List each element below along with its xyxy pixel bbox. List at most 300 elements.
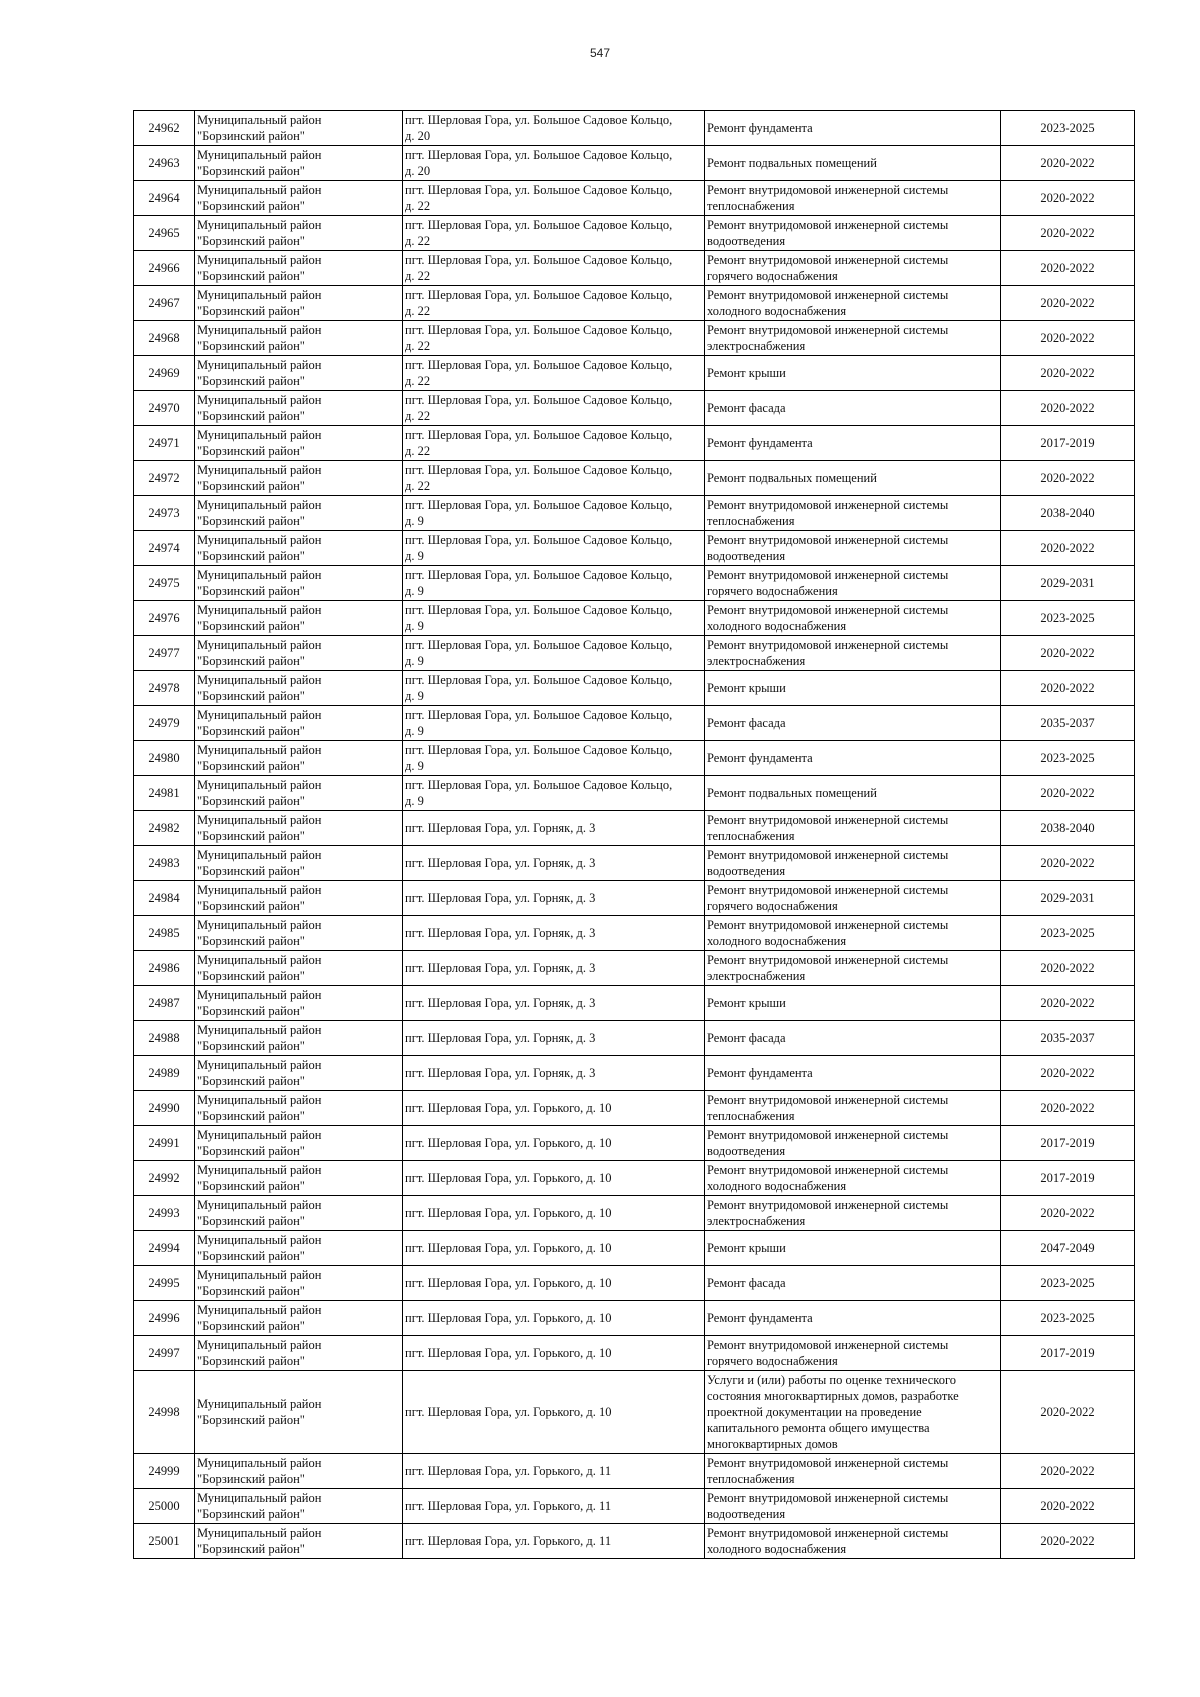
municipality-text: Муниципальный район "Борзинский район" <box>197 1163 322 1193</box>
work-type-cell <box>705 1266 1001 1301</box>
work-type-cell <box>705 1126 1001 1161</box>
work-type-text: Ремонт крыши <box>707 681 786 695</box>
row-number-text: 24964 <box>148 191 180 205</box>
municipality-text: Муниципальный район "Борзинский район" <box>197 1058 322 1088</box>
work-type-text: Ремонт фасада <box>707 716 786 730</box>
period-text: 2029-2031 <box>1040 576 1095 590</box>
row-number-cell <box>134 216 195 251</box>
municipality-cell <box>195 461 403 496</box>
table-row <box>134 1091 1135 1126</box>
address-cell <box>403 1489 705 1524</box>
work-type-text: Ремонт внутридомовой инженерной системы теплоснабжения <box>707 813 949 843</box>
table-row <box>134 881 1135 916</box>
municipality-cell <box>195 1021 403 1056</box>
work-type-cell <box>705 566 1001 601</box>
work-type-cell <box>705 636 1001 671</box>
row-number-cell <box>134 706 195 741</box>
period-text: 2020-2022 <box>1040 856 1095 870</box>
address-text: пгт. Шерловая Гора, ул. Большое Садовое Кольцо, д. 22 <box>405 253 673 283</box>
table-row <box>134 671 1135 706</box>
table-row <box>134 1489 1135 1524</box>
period-text: 2020-2022 <box>1040 226 1095 240</box>
work-type-cell <box>705 1021 1001 1056</box>
table-row <box>134 811 1135 846</box>
row-number-cell <box>134 846 195 881</box>
row-number-text: 24981 <box>148 786 180 800</box>
period-text: 2020-2022 <box>1040 541 1095 555</box>
municipality-cell <box>195 181 403 216</box>
address-cell <box>403 601 705 636</box>
work-type-text: Ремонт фундамента <box>707 121 813 135</box>
address-cell <box>403 426 705 461</box>
municipality-cell <box>195 776 403 811</box>
period-cell <box>1001 216 1135 251</box>
table-row <box>134 1056 1135 1091</box>
period-text: 2023-2025 <box>1040 121 1095 135</box>
work-type-cell <box>705 286 1001 321</box>
address-cell <box>403 986 705 1021</box>
address-cell <box>403 1056 705 1091</box>
municipality-text: Муниципальный район "Борзинский район" <box>197 428 322 458</box>
period-cell <box>1001 146 1135 181</box>
municipality-cell <box>195 601 403 636</box>
period-text: 2020-2022 <box>1040 296 1095 310</box>
municipality-cell <box>195 706 403 741</box>
row-number-text: 24978 <box>148 681 180 695</box>
address-text: пгт. Шерловая Гора, ул. Большое Садовое Кольцо, д. 22 <box>405 463 673 493</box>
period-text: 2020-2022 <box>1040 786 1095 800</box>
row-number-cell <box>134 566 195 601</box>
municipality-cell <box>195 1161 403 1196</box>
municipality-cell <box>195 1524 403 1559</box>
work-type-cell <box>705 1231 1001 1266</box>
address-cell <box>403 566 705 601</box>
table-row <box>134 846 1135 881</box>
address-cell <box>403 1266 705 1301</box>
work-type-text: Ремонт фундамента <box>707 436 813 450</box>
table-row <box>134 916 1135 951</box>
municipality-cell <box>195 146 403 181</box>
row-number-cell <box>134 916 195 951</box>
municipality-cell <box>195 1091 403 1126</box>
municipality-text: Муниципальный район "Борзинский район" <box>197 1233 322 1263</box>
period-cell <box>1001 1454 1135 1489</box>
municipality-cell <box>195 1126 403 1161</box>
table-body <box>134 111 1135 1559</box>
municipality-cell <box>195 216 403 251</box>
row-number-text: 24972 <box>148 471 180 485</box>
municipality-text: Муниципальный район "Борзинский район" <box>197 988 322 1018</box>
period-text: 2020-2022 <box>1040 1405 1095 1419</box>
address-cell <box>403 181 705 216</box>
municipality-cell <box>195 356 403 391</box>
period-text: 2017-2019 <box>1040 1136 1095 1150</box>
row-number-cell <box>134 671 195 706</box>
address-text: пгт. Шерловая Гора, ул. Горького, д. 11 <box>405 1534 612 1548</box>
row-number-text: 24992 <box>148 1171 180 1185</box>
row-number-text: 24962 <box>148 121 180 135</box>
work-type-cell <box>705 426 1001 461</box>
row-number-cell <box>134 1021 195 1056</box>
work-type-cell <box>705 1196 1001 1231</box>
municipality-text: Муниципальный район "Борзинский район" <box>197 1456 322 1486</box>
work-type-cell <box>705 811 1001 846</box>
row-number-text: 24997 <box>148 1346 180 1360</box>
period-cell <box>1001 1126 1135 1161</box>
municipality-text: Муниципальный район "Борзинский район" <box>197 148 322 178</box>
row-number-cell <box>134 741 195 776</box>
table-row <box>134 986 1135 1021</box>
work-type-cell <box>705 916 1001 951</box>
work-type-text: Ремонт внутридомовой инженерной системы теплоснабжения <box>707 1456 949 1486</box>
row-number-cell <box>134 461 195 496</box>
period-text: 2023-2025 <box>1040 611 1095 625</box>
row-number-cell <box>134 1161 195 1196</box>
municipality-text: Муниципальный район "Борзинский район" <box>197 288 322 318</box>
address-text: пгт. Шерловая Гора, ул. Большое Садовое Кольцо, д. 9 <box>405 638 673 668</box>
municipality-text: Муниципальный район "Борзинский район" <box>197 358 322 388</box>
municipality-cell <box>195 496 403 531</box>
table-row <box>134 111 1135 146</box>
work-type-text: Ремонт внутридомовой инженерной системы холодного водоснабжения <box>707 1526 949 1556</box>
period-cell <box>1001 251 1135 286</box>
row-number-cell <box>134 356 195 391</box>
period-cell <box>1001 1056 1135 1091</box>
row-number-text: 24995 <box>148 1276 180 1290</box>
municipality-text: Муниципальный район "Борзинский район" <box>197 1198 322 1228</box>
address-cell <box>403 636 705 671</box>
work-type-text: Ремонт внутридомовой инженерной системы водоотведения <box>707 848 949 878</box>
row-number-text: 24982 <box>148 821 180 835</box>
period-text: 2020-2022 <box>1040 1534 1095 1548</box>
table-row <box>134 1161 1135 1196</box>
work-type-cell <box>705 111 1001 146</box>
work-type-text: Ремонт крыши <box>707 996 786 1010</box>
municipality-text: Муниципальный район "Борзинский район" <box>197 183 322 213</box>
row-number-cell <box>134 286 195 321</box>
period-cell <box>1001 1524 1135 1559</box>
address-cell <box>403 1126 705 1161</box>
work-type-text: Ремонт фасада <box>707 1031 786 1045</box>
address-text: пгт. Шерловая Гора, ул. Большое Садовое Кольцо, д. 20 <box>405 148 673 178</box>
period-text: 2020-2022 <box>1040 366 1095 380</box>
municipality-text: Муниципальный район "Борзинский район" <box>197 1093 322 1123</box>
table-row <box>134 1454 1135 1489</box>
address-text: пгт. Шерловая Гора, ул. Большое Садовое Кольцо, д. 9 <box>405 533 673 563</box>
work-type-text: Ремонт фундамента <box>707 1311 813 1325</box>
row-number-text: 24974 <box>148 541 180 555</box>
work-type-cell <box>705 776 1001 811</box>
row-number-cell <box>134 1231 195 1266</box>
municipality-text: Муниципальный район "Борзинский район" <box>197 498 322 528</box>
work-type-cell <box>705 1371 1001 1454</box>
work-type-cell <box>705 741 1001 776</box>
table-row <box>134 216 1135 251</box>
period-cell <box>1001 1371 1135 1454</box>
address-text: пгт. Шерловая Гора, ул. Большое Садовое Кольцо, д. 9 <box>405 708 673 738</box>
municipality-cell <box>195 916 403 951</box>
period-cell <box>1001 706 1135 741</box>
municipality-cell <box>195 1301 403 1336</box>
row-number-cell <box>134 601 195 636</box>
work-type-text: Ремонт внутридомовой инженерной системы водоотведения <box>707 218 949 248</box>
address-cell <box>403 391 705 426</box>
address-text: пгт. Шерловая Гора, ул. Большое Садовое Кольцо, д. 9 <box>405 743 673 773</box>
period-cell <box>1001 671 1135 706</box>
municipality-text: Муниципальный район "Борзинский район" <box>197 218 322 248</box>
period-cell <box>1001 1336 1135 1371</box>
address-text: пгт. Шерловая Гора, ул. Горького, д. 10 <box>405 1346 612 1360</box>
work-type-cell <box>705 986 1001 1021</box>
work-type-cell <box>705 216 1001 251</box>
row-number-cell <box>134 881 195 916</box>
period-cell <box>1001 601 1135 636</box>
row-number-text: 24990 <box>148 1101 180 1115</box>
work-type-cell <box>705 531 1001 566</box>
work-type-text: Ремонт внутридомовой инженерной системы теплоснабжения <box>707 183 949 213</box>
period-text: 2020-2022 <box>1040 1499 1095 1513</box>
address-cell <box>403 741 705 776</box>
row-number-text: 24977 <box>148 646 180 660</box>
work-type-cell <box>705 706 1001 741</box>
municipality-cell <box>195 1196 403 1231</box>
row-number-cell <box>134 636 195 671</box>
row-number-text: 24999 <box>148 1464 180 1478</box>
work-type-text: Ремонт внутридомовой инженерной системы горячего водоснабжения <box>707 883 949 913</box>
period-cell <box>1001 811 1135 846</box>
row-number-text: 24993 <box>148 1206 180 1220</box>
table-row <box>134 321 1135 356</box>
work-type-cell <box>705 146 1001 181</box>
address-text: пгт. Шерловая Гора, ул. Горького, д. 10 <box>405 1311 612 1325</box>
address-cell <box>403 811 705 846</box>
row-number-text: 24968 <box>148 331 180 345</box>
period-text: 2017-2019 <box>1040 436 1095 450</box>
row-number-cell <box>134 111 195 146</box>
table-row <box>134 636 1135 671</box>
work-type-text: Ремонт подвальных помещений <box>707 156 877 170</box>
table-row <box>134 1021 1135 1056</box>
work-type-cell <box>705 671 1001 706</box>
row-number-cell <box>134 811 195 846</box>
municipality-cell <box>195 391 403 426</box>
table-row <box>134 531 1135 566</box>
address-text: пгт. Шерловая Гора, ул. Большое Садовое Кольцо, д. 22 <box>405 393 673 423</box>
work-type-text: Ремонт внутридомовой инженерной системы холодного водоснабжения <box>707 918 949 948</box>
municipality-cell <box>195 1231 403 1266</box>
table-row <box>134 391 1135 426</box>
period-text: 2020-2022 <box>1040 1464 1095 1478</box>
address-text: пгт. Шерловая Гора, ул. Большое Садовое Кольцо, д. 9 <box>405 568 673 598</box>
period-cell <box>1001 426 1135 461</box>
period-cell <box>1001 1091 1135 1126</box>
period-cell <box>1001 846 1135 881</box>
repair-schedule-table <box>133 110 1135 1559</box>
address-text: пгт. Шерловая Гора, ул. Большое Садовое Кольцо, д. 22 <box>405 218 673 248</box>
work-type-cell <box>705 1091 1001 1126</box>
period-cell <box>1001 111 1135 146</box>
row-number-text: 24987 <box>148 996 180 1010</box>
work-type-cell <box>705 951 1001 986</box>
municipality-text: Муниципальный район "Борзинский район" <box>197 533 322 563</box>
municipality-cell <box>195 986 403 1021</box>
work-type-text: Ремонт внутридомовой инженерной системы теплоснабжения <box>707 1093 949 1123</box>
row-number-cell <box>134 426 195 461</box>
row-number-cell <box>134 496 195 531</box>
municipality-cell <box>195 251 403 286</box>
work-type-text: Ремонт крыши <box>707 366 786 380</box>
table-row <box>134 181 1135 216</box>
row-number-text: 24975 <box>148 576 180 590</box>
work-type-text: Ремонт внутридомовой инженерной системы теплоснабжения <box>707 498 949 528</box>
row-number-cell <box>134 1524 195 1559</box>
period-text: 2017-2019 <box>1040 1171 1095 1185</box>
row-number-cell <box>134 146 195 181</box>
row-number-cell <box>134 531 195 566</box>
row-number-cell <box>134 1371 195 1454</box>
row-number-cell <box>134 951 195 986</box>
address-text: пгт. Шерловая Гора, ул. Горняк, д. 3 <box>405 856 596 870</box>
row-number-text: 24969 <box>148 366 180 380</box>
address-text: пгт. Шерловая Гора, ул. Горняк, д. 3 <box>405 821 596 835</box>
period-cell <box>1001 1231 1135 1266</box>
address-text: пгт. Шерловая Гора, ул. Большое Садовое Кольцо, д. 9 <box>405 498 673 528</box>
work-type-text: Ремонт фасада <box>707 1276 786 1290</box>
work-type-text: Ремонт фундамента <box>707 751 813 765</box>
period-text: 2020-2022 <box>1040 1066 1095 1080</box>
row-number-cell <box>134 986 195 1021</box>
table-row <box>134 566 1135 601</box>
work-type-text: Ремонт внутридомовой инженерной системы электроснабжения <box>707 1198 949 1228</box>
address-text: пгт. Шерловая Гора, ул. Большое Садовое Кольцо, д. 22 <box>405 323 673 353</box>
address-text: пгт. Шерловая Гора, ул. Горняк, д. 3 <box>405 891 596 905</box>
period-cell <box>1001 1161 1135 1196</box>
table-row <box>134 286 1135 321</box>
period-cell <box>1001 356 1135 391</box>
table-row <box>134 251 1135 286</box>
period-cell <box>1001 776 1135 811</box>
municipality-cell <box>195 811 403 846</box>
municipality-text: Муниципальный район "Борзинский район" <box>197 603 322 633</box>
row-number-cell <box>134 1489 195 1524</box>
address-cell <box>403 461 705 496</box>
municipality-text: Муниципальный район "Борзинский район" <box>197 848 322 878</box>
address-text: пгт. Шерловая Гора, ул. Горького, д. 10 <box>405 1171 612 1185</box>
municipality-text: Муниципальный район "Борзинский район" <box>197 113 322 143</box>
municipality-cell <box>195 1056 403 1091</box>
table-row <box>134 1301 1135 1336</box>
table-row <box>134 1336 1135 1371</box>
address-text: пгт. Шерловая Гора, ул. Большое Садовое Кольцо, д. 22 <box>405 183 673 213</box>
address-cell <box>403 496 705 531</box>
municipality-cell <box>195 1489 403 1524</box>
municipality-text: Муниципальный район "Борзинский район" <box>197 918 322 948</box>
municipality-text: Муниципальный район "Борзинский район" <box>197 1526 322 1556</box>
row-number-text: 24980 <box>148 751 180 765</box>
work-type-cell <box>705 601 1001 636</box>
table-row <box>134 951 1135 986</box>
address-text: пгт. Шерловая Гора, ул. Горького, д. 10 <box>405 1206 612 1220</box>
work-type-cell <box>705 1301 1001 1336</box>
municipality-text: Муниципальный район "Борзинский район" <box>197 1338 322 1368</box>
table-row <box>134 1126 1135 1161</box>
address-cell <box>403 111 705 146</box>
address-cell <box>403 216 705 251</box>
row-number-text: 24973 <box>148 506 180 520</box>
period-cell <box>1001 741 1135 776</box>
address-cell <box>403 1091 705 1126</box>
municipality-cell <box>195 636 403 671</box>
period-text: 2020-2022 <box>1040 471 1095 485</box>
row-number-cell <box>134 1196 195 1231</box>
row-number-text: 24989 <box>148 1066 180 1080</box>
address-cell <box>403 846 705 881</box>
municipality-cell <box>195 1371 403 1454</box>
row-number-cell <box>134 391 195 426</box>
municipality-text: Муниципальный район "Борзинский район" <box>197 323 322 353</box>
table-row <box>134 1266 1135 1301</box>
row-number-text: 24984 <box>148 891 180 905</box>
work-type-text: Ремонт внутридомовой инженерной системы холодного водоснабжения <box>707 288 949 318</box>
address-cell <box>403 356 705 391</box>
address-cell <box>403 1231 705 1266</box>
period-cell <box>1001 636 1135 671</box>
period-text: 2023-2025 <box>1040 1311 1095 1325</box>
table-row <box>134 741 1135 776</box>
row-number-cell <box>134 1454 195 1489</box>
row-number-cell <box>134 1056 195 1091</box>
period-cell <box>1001 391 1135 426</box>
municipality-cell <box>195 846 403 881</box>
table-row <box>134 1524 1135 1559</box>
period-cell <box>1001 286 1135 321</box>
address-cell <box>403 671 705 706</box>
period-text: 2038-2040 <box>1040 821 1095 835</box>
municipality-text: Муниципальный район "Борзинский район" <box>197 253 322 283</box>
row-number-text: 24991 <box>148 1136 180 1150</box>
address-cell <box>403 951 705 986</box>
address-text: пгт. Шерловая Гора, ул. Горького, д. 10 <box>405 1405 612 1419</box>
address-cell <box>403 776 705 811</box>
work-type-cell <box>705 1454 1001 1489</box>
address-text: пгт. Шерловая Гора, ул. Большое Садовое Кольцо, д. 9 <box>405 673 673 703</box>
period-text: 2020-2022 <box>1040 961 1095 975</box>
period-text: 2035-2037 <box>1040 716 1095 730</box>
work-type-text: Ремонт внутридомовой инженерной системы горячего водоснабжения <box>707 1338 949 1368</box>
address-text: пгт. Шерловая Гора, ул. Большое Садовое Кольцо, д. 20 <box>405 113 673 143</box>
work-type-text: Ремонт внутридомовой инженерной системы водоотведения <box>707 1491 949 1521</box>
address-cell <box>403 286 705 321</box>
work-type-cell <box>705 1524 1001 1559</box>
address-cell <box>403 251 705 286</box>
municipality-cell <box>195 1454 403 1489</box>
work-type-cell <box>705 1161 1001 1196</box>
row-number-cell <box>134 776 195 811</box>
municipality-cell <box>195 531 403 566</box>
period-cell <box>1001 986 1135 1021</box>
work-type-text: Ремонт фасада <box>707 401 786 415</box>
period-cell <box>1001 181 1135 216</box>
period-text: 2029-2031 <box>1040 891 1095 905</box>
period-text: 2038-2040 <box>1040 506 1095 520</box>
row-number-text: 24998 <box>148 1405 180 1419</box>
period-text: 2020-2022 <box>1040 681 1095 695</box>
municipality-text: Муниципальный район "Борзинский район" <box>197 673 322 703</box>
period-text: 2017-2019 <box>1040 1346 1095 1360</box>
address-cell <box>403 706 705 741</box>
row-number-cell <box>134 1336 195 1371</box>
row-number-text: 24988 <box>148 1031 180 1045</box>
